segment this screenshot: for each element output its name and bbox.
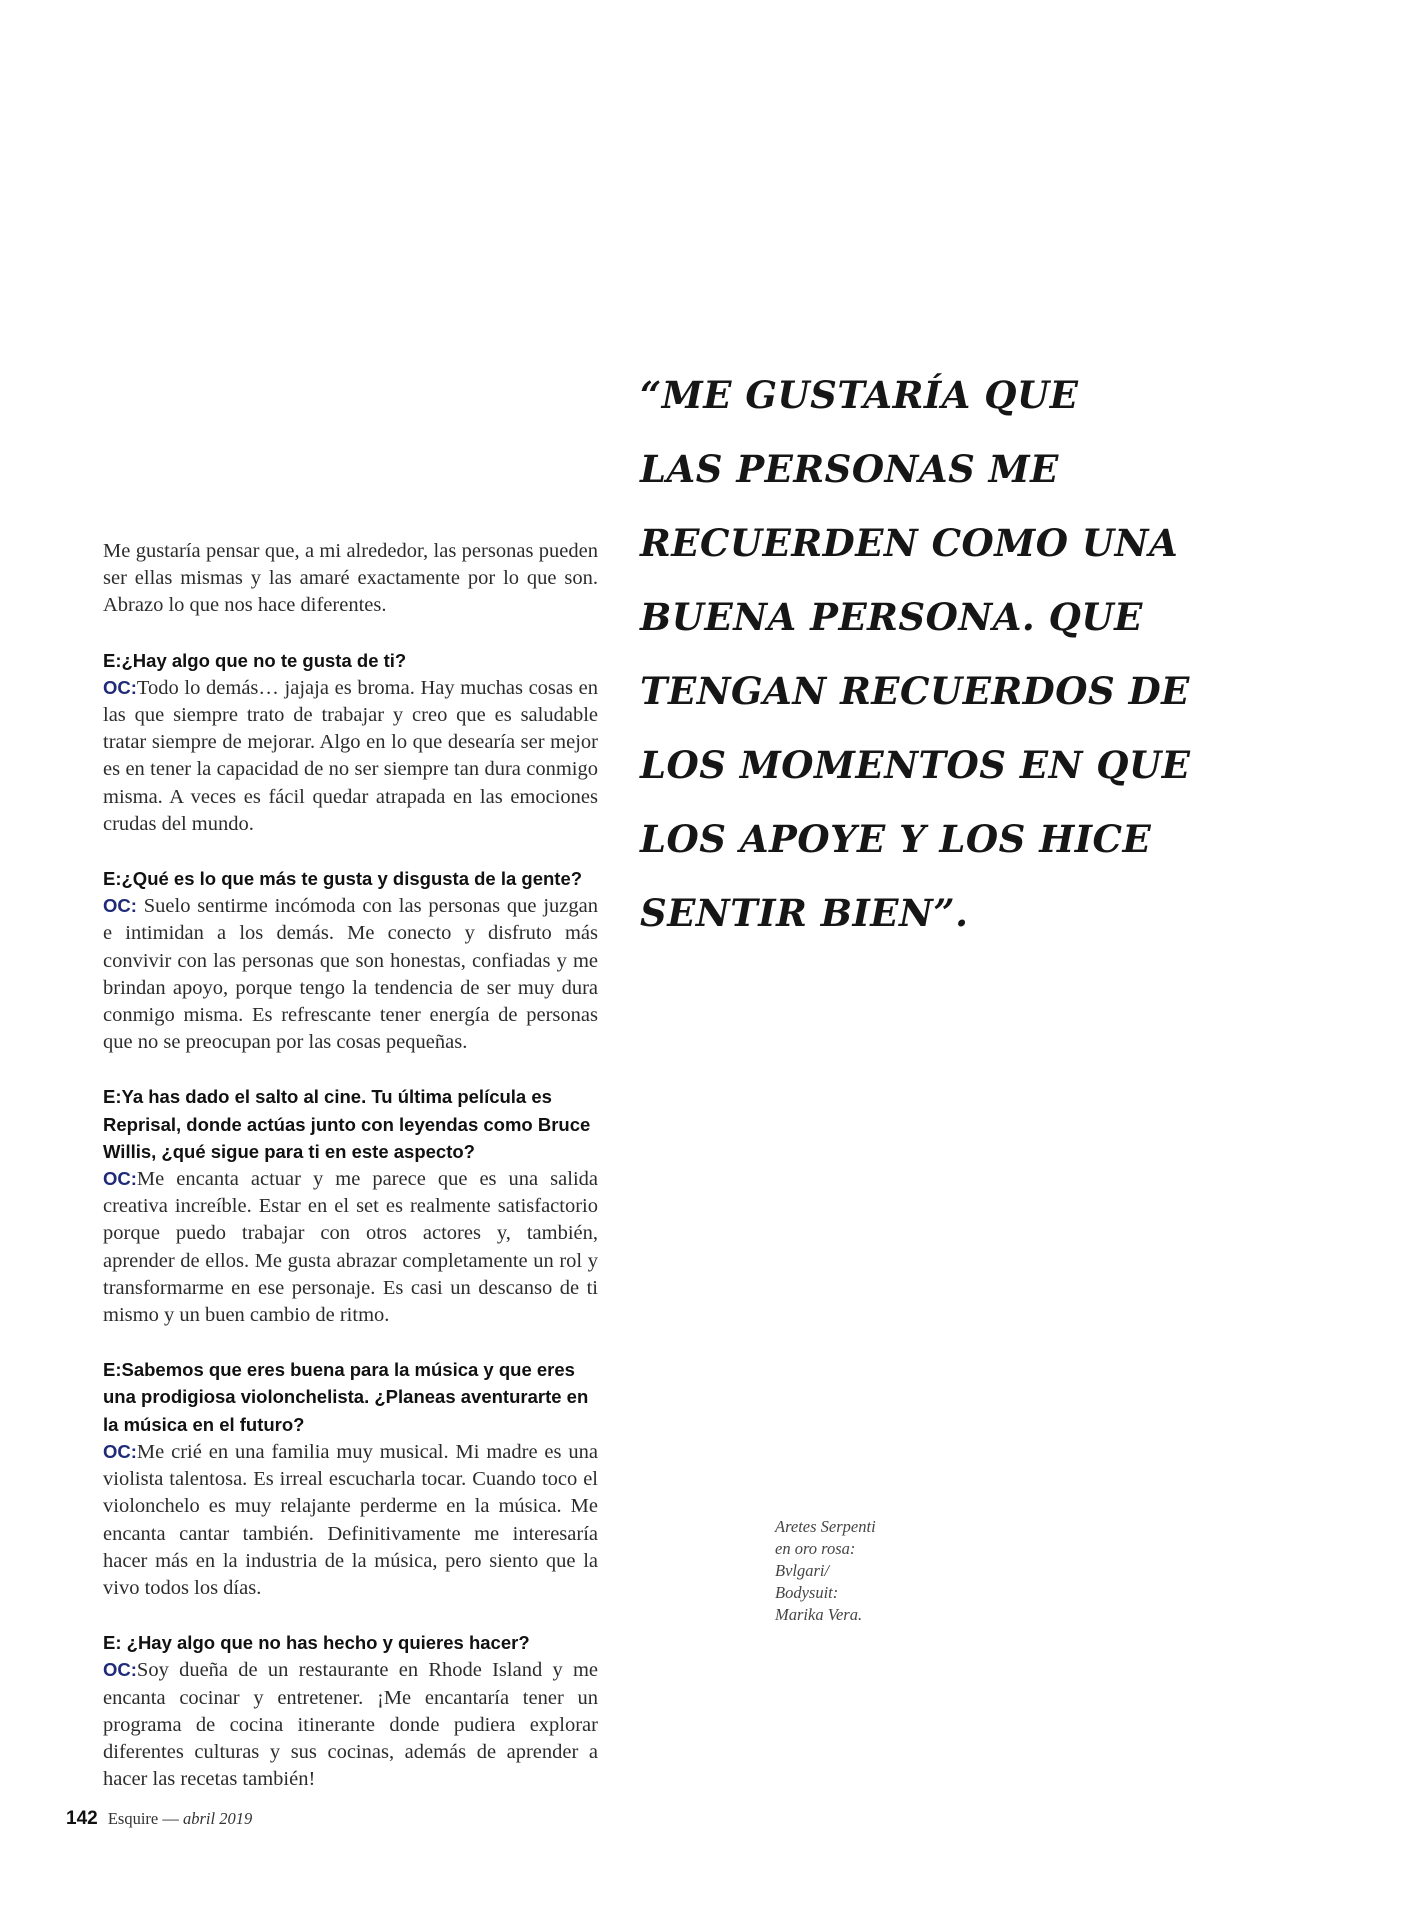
issue-date: abril 2019 bbox=[182, 1809, 253, 1828]
interview-question: E:Ya has dado el salto al cine. Tu última película es Reprisal, donde actúas junto con leyendas como Bruce Willis, ¿qué sigue para ti en este aspecto? bbox=[103, 1086, 591, 1162]
answer-tag: OC: bbox=[103, 895, 137, 917]
interview-answer bbox=[103, 892, 598, 1056]
qa-block bbox=[103, 1356, 598, 1602]
photo-credit-line: Bodysuit: bbox=[775, 1583, 839, 1602]
qa-block bbox=[103, 1629, 598, 1793]
answer-text: Suelo sentirme incómoda con las personas que juzgan e intimidan a los demás. Me conecto y disfruto más convivir con las personas que son honestas, confiadas y me brindan apoyo, porque tengo la tendencia de ser muy dura conmigo misma. Es refrescante tener energía de personas que no se preocupan por las cosas pequeñas. bbox=[103, 895, 598, 1054]
answer-tag: OC: bbox=[103, 1659, 137, 1681]
answer-text: Me crié en una familia muy musical. Mi madre es una violista talentosa. Es irreal escucharla tocar. Cuando toco el violonchelo es muy relajante perderme en la música. Me encanta cantar también. Definitivamente me interesaría hacer más en la industria de la música, pero siento que la vivo todos los días. bbox=[103, 1440, 598, 1599]
pull-quote-line: TENGAN RECUERDOS DE bbox=[640, 669, 1190, 713]
photo-credit-line: Aretes Serpenti bbox=[775, 1517, 876, 1536]
magazine-name: Esquire bbox=[107, 1809, 159, 1828]
folio-separator: — bbox=[162, 1809, 179, 1828]
answer-text: Soy dueña de un restaurante en Rhode Island y me encanta cocinar y entretener. ¡Me encantaría tener un programa de cocina itinerante donde pudiera explorar diferentes culturas y sus cocinas, además de aprender a hacer las recetas también! bbox=[103, 1659, 598, 1791]
interview-question: E: ¿Hay algo que no has hecho y quieres hacer? bbox=[103, 1632, 530, 1654]
pull-quote-line: SENTIR BIEN”. bbox=[640, 891, 969, 935]
pull-quote-line: LAS PERSONAS ME bbox=[640, 447, 1059, 491]
photo-credit-line: en oro rosa: bbox=[775, 1539, 856, 1558]
qa-block bbox=[103, 647, 598, 838]
article-column bbox=[103, 538, 598, 1820]
photo-credit-line: Marika Vera. bbox=[775, 1605, 863, 1624]
answer-tag: OC: bbox=[103, 1440, 137, 1462]
interview-answer bbox=[103, 1165, 598, 1329]
pull-quote-line: RECUERDEN COMO UNA bbox=[640, 521, 1179, 565]
photo-credit-line: Bvlgari/ bbox=[775, 1561, 830, 1580]
pull-quote-line: LOS MOMENTOS EN QUE bbox=[640, 743, 1191, 787]
interview-answer bbox=[103, 1438, 598, 1602]
answer-text: Todo lo demás… jajaja es broma. Hay muchas cosas en las que siempre trato de trabajar y creo que es saludable tratar siempre de mejorar. Algo en lo que desearía ser mejor es en tener la capacidad de no ser siempre tan dura conmigo misma. A veces es fácil quedar atrapada en las emociones crudas del mundo. bbox=[103, 676, 598, 835]
pull-quote-line: LOS APOYE Y LOS HICE bbox=[640, 817, 1152, 861]
interview-question: E:¿Hay algo que no te gusta de ti? bbox=[103, 649, 407, 671]
answer-tag: OC: bbox=[103, 1168, 137, 1190]
qa-block bbox=[103, 865, 598, 1056]
interview-question: E:Sabemos que eres buena para la música y que eres una prodigiosa violonchelista. ¿Planeas aventurarte en la música en el futuro? bbox=[103, 1359, 589, 1435]
answer-text: Me encanta actuar y me parece que es una salida creativa increíble. Estar en el set es realmente satisfactorio porque puedo trabajar con otros actores y, también, aprender de ellos. Me gusta abrazar completamente un rol y transformarme en ese personaje. Es casi un descanso de ti mismo y un buen cambio de ritmo. bbox=[103, 1168, 598, 1327]
pull-quote-line: BUENA PERSONA. QUE bbox=[640, 595, 1143, 639]
photo-credit bbox=[775, 1516, 925, 1626]
article-intro: Me gustaría pensar que, a mi alrededor, las personas pueden ser ellas mismas y las amaré exactamente por lo que son. Abrazo lo que nos hace diferentes. bbox=[103, 540, 598, 617]
interview-question: E:¿Qué es lo que más te gusta y disgusta de la gente? bbox=[103, 868, 583, 890]
interview-answer bbox=[103, 1656, 598, 1793]
page-number: 142 bbox=[66, 1808, 98, 1829]
pull-quote bbox=[640, 358, 1191, 950]
pull-quote-line: “ME GUSTARÍA QUE bbox=[640, 373, 1079, 417]
answer-tag: OC: bbox=[103, 676, 137, 698]
qa-block bbox=[103, 1083, 598, 1329]
interview-answer bbox=[103, 674, 598, 838]
page-folio bbox=[66, 1808, 252, 1830]
